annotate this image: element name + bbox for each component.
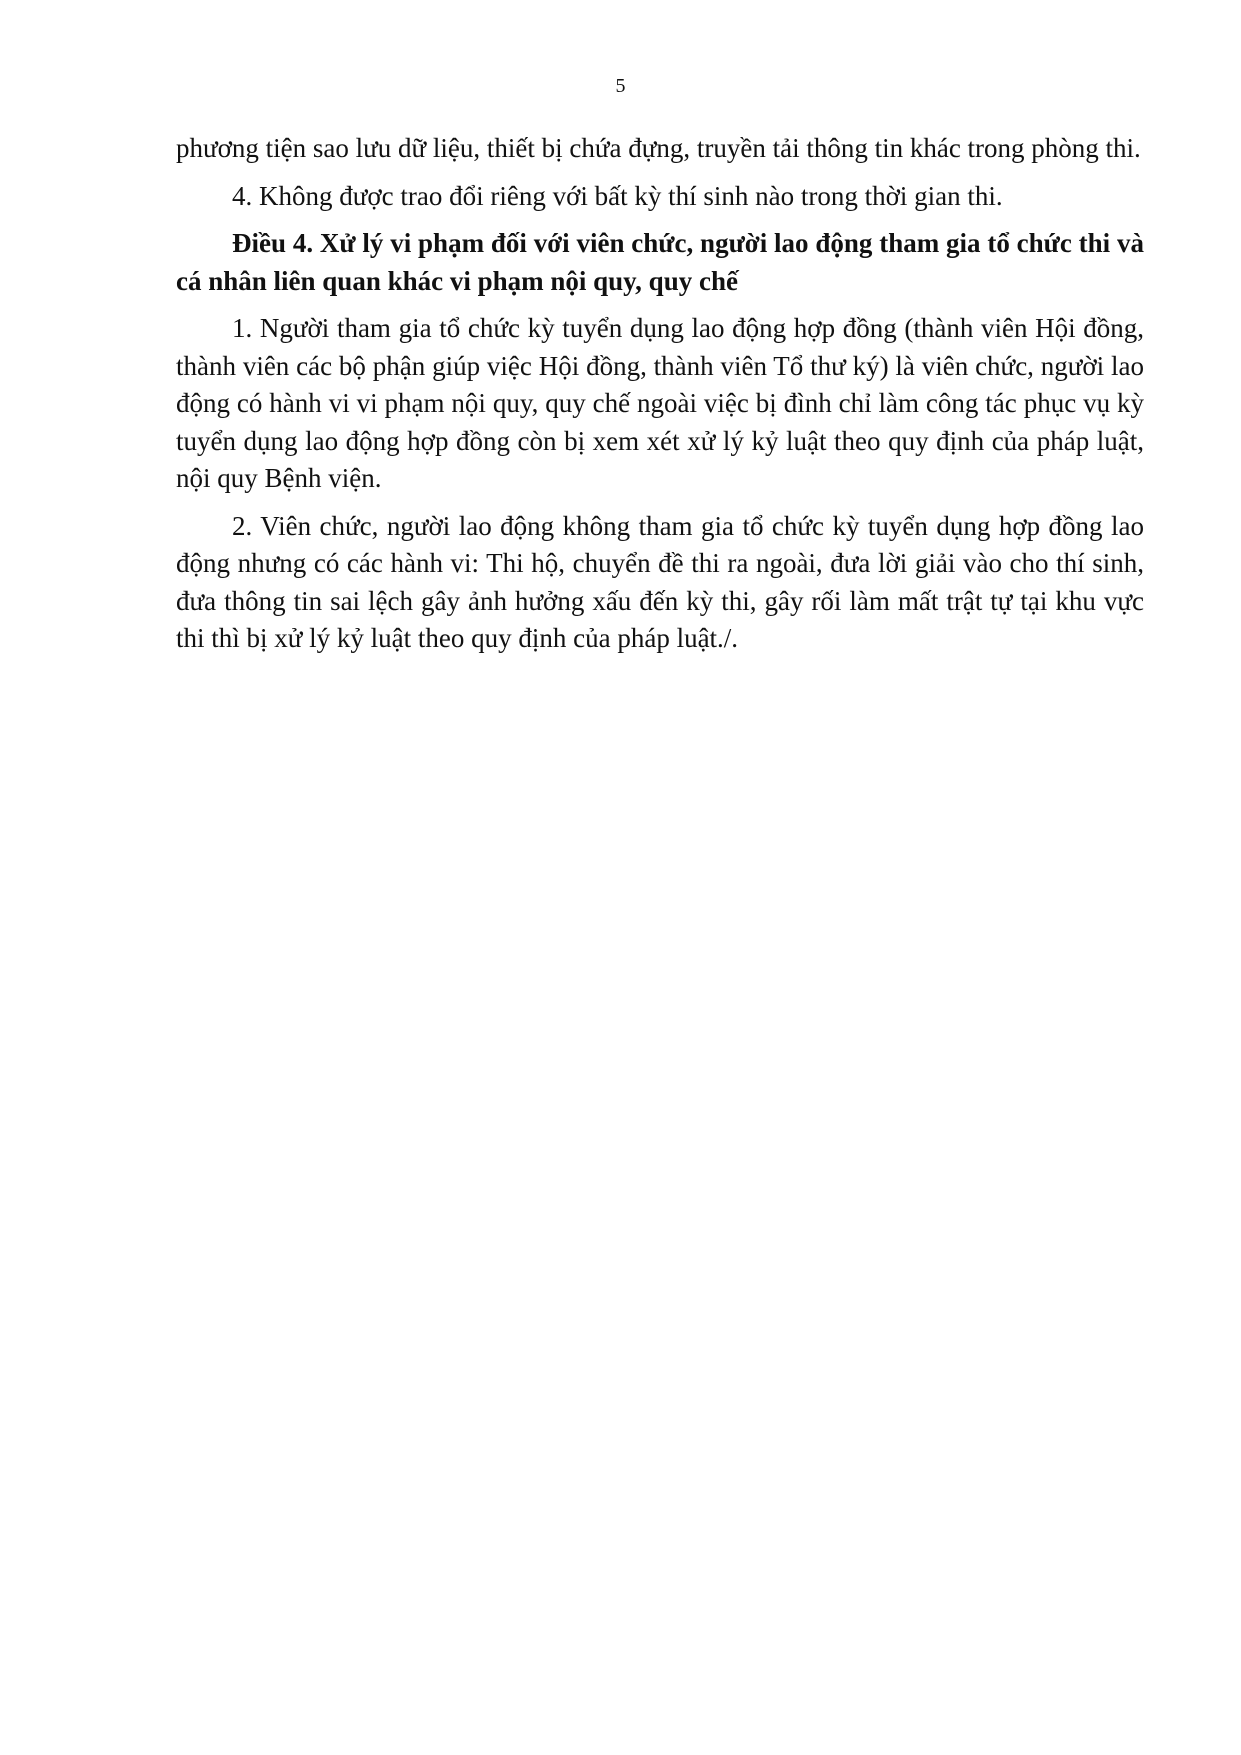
paragraph-item-2: 2. Viên chức, người lao động không tham gia tổ chức kỳ tuyển dụng hợp đồng lao động nhưng có các hành vi: Thi hộ, chuyển đề thi ra ngoài, đưa lời giải vào cho thí sinh, đưa thông tin sai lệch gây ảnh hưởng xấu đến kỳ thi, gây rối làm mất trật tự tại khu vực thi thì bị xử lý kỷ luật theo quy định của pháp luật./. bbox=[176, 510, 1144, 653]
document-body bbox=[176, 130, 1144, 668]
paragraph-item-4: 4. Không được trao đổi riêng với bất kỳ thí sinh nào trong thời gian thi. bbox=[232, 180, 1003, 211]
page-number: 5 bbox=[615, 75, 626, 97]
article-4-heading: Điều 4. Xử lý vi phạm đối với viên chức, người lao động tham gia tổ chức thi và cá nhân liên quan khác vi phạm nội quy, quy chế bbox=[176, 228, 1144, 296]
paragraph-continuation: phương tiện sao lưu dữ liệu, thiết bị chứa đựng, truyền tải thông tin khác trong phòng thi. bbox=[176, 133, 1141, 163]
paragraph-item-1: 1. Người tham gia tổ chức kỳ tuyển dụng lao động hợp đồng (thành viên Hội đồng, thành viên các bộ phận giúp việc Hội đồng, thành viên Tổ thư ký) là viên chức, người lao động có hành vi vi phạm nội quy, quy chế ngoài việc bị đình chỉ làm công tác phục vụ kỳ tuyển dụng lao động hợp đồng còn bị xem xét xử lý kỷ luật theo quy định của pháp luật, nội quy Bệnh viện. bbox=[176, 313, 1144, 493]
